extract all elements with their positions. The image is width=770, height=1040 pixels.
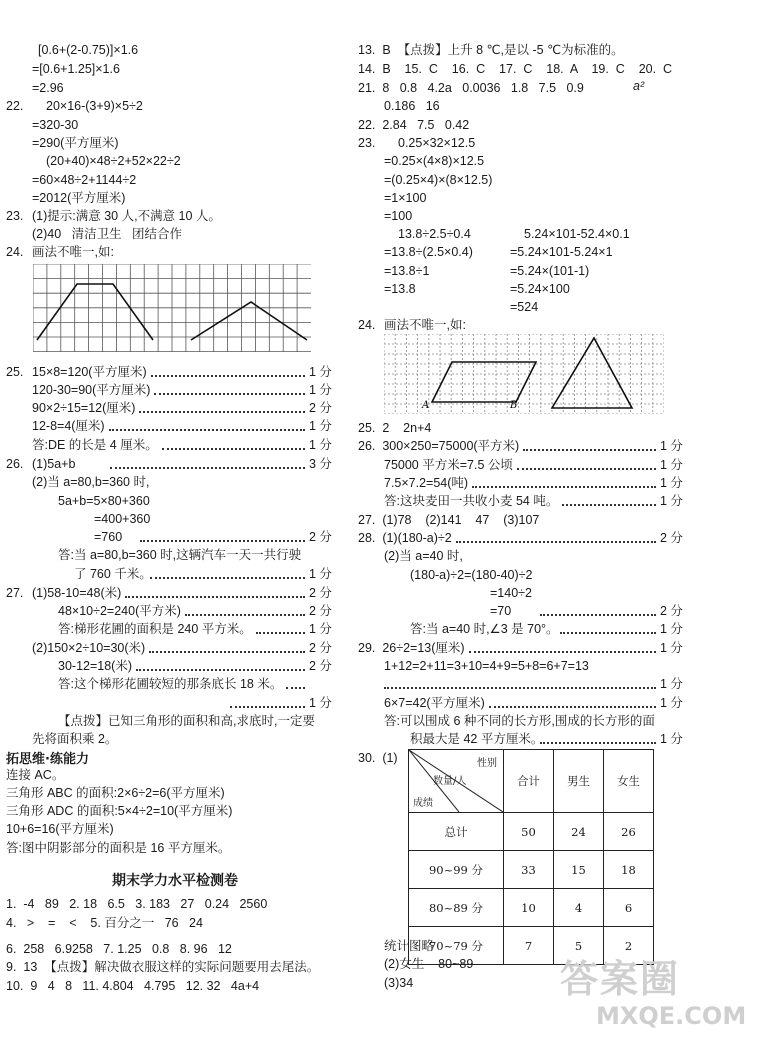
leader-dots xyxy=(562,504,656,506)
score-mark: 2 分 xyxy=(309,659,332,673)
leader-dots xyxy=(162,448,305,450)
score-mark: 1 分 xyxy=(660,458,683,472)
score-mark: 2 分 xyxy=(309,586,332,600)
row-label: 80~89 分 xyxy=(409,889,504,927)
right-answer-line: 26. 300×250=75000(平方米) xyxy=(358,439,520,453)
left-answer-line: 4. > = < 5. 百分之一 76 24 xyxy=(6,916,203,930)
right-answer-line: 1+12=2+11=3+10=4+9=5+8=6+7=13 xyxy=(384,659,589,673)
score-mark: 1 分 xyxy=(309,567,332,581)
left-answer-line: (1)58-10=48(米) xyxy=(32,586,122,600)
leader-dots xyxy=(517,468,656,470)
col-header: 男生 xyxy=(554,750,604,813)
left-answer-line: =60×48÷2+1144÷2 xyxy=(32,173,137,187)
right-answer-line: =(0.25×4)×(8×12.5) xyxy=(384,173,493,187)
score-mark: 1 分 xyxy=(309,365,332,379)
left-answer-line: 9. 13 【点拨】解决做衣服这样的实际问题要用去尾法。 xyxy=(6,960,320,974)
leader-dots xyxy=(230,706,305,708)
left-answer-line: 答:图中阴影部分的面积是 16 平方厘米。 xyxy=(6,841,231,855)
left-answer-line: =400+360 xyxy=(94,512,151,526)
vertex-label-a: A xyxy=(422,400,430,411)
score-mark: 1 分 xyxy=(660,439,683,453)
right-answer-line: 积最大是 42 平方厘米。 xyxy=(410,732,544,746)
right-answer-line: 13.8÷2.5÷0.4 xyxy=(398,227,471,241)
score-mark: 1 分 xyxy=(309,438,332,452)
left-answer-line: 27. xyxy=(6,586,24,600)
leader-dots xyxy=(185,614,305,616)
score-mark: 1 分 xyxy=(660,622,683,636)
left-answer-line: 26. xyxy=(6,457,24,471)
table-row xyxy=(409,813,654,851)
left-answer-line: 25. xyxy=(6,365,24,379)
leader-dots xyxy=(150,577,305,579)
left-answer-line: 1. -4 89 2. 18 6.5 3. 183 27 0.24 2560 xyxy=(6,897,268,911)
cell: 26 xyxy=(604,813,654,851)
left-answer-line: 15×8=120(平方厘米) xyxy=(32,365,147,379)
leader-dots xyxy=(136,669,305,671)
triangle-shape-right xyxy=(552,338,632,408)
leader-dots xyxy=(286,687,305,689)
right-answer-line: (2)女生 80~89 xyxy=(384,957,474,971)
score-mark: 2 分 xyxy=(309,641,332,655)
left-answer-line: 【点拨】已知三角形的面积和高,求底时,一定要 xyxy=(58,714,315,728)
leader-dots xyxy=(149,651,305,653)
score-mark: 1 分 xyxy=(309,696,332,710)
left-answer-line: =320-30 xyxy=(32,118,79,132)
right-answer-line: 5.24×101-52.4×0.1 xyxy=(524,227,630,241)
cell: 50 xyxy=(504,813,554,851)
table-row xyxy=(409,889,654,927)
leader-dots xyxy=(139,411,305,413)
left-answer-line: =760 xyxy=(94,530,123,544)
statistics-table xyxy=(408,749,654,965)
left-answer-line: 20×16-(3+9)×5÷2 xyxy=(46,99,143,113)
right-answer-line: (3)34 xyxy=(384,976,414,990)
cell: 33 xyxy=(504,851,554,889)
left-answer-line: 120-30=90(平方厘米) xyxy=(32,383,151,397)
left-answer-line: 48×10÷2=240(平方米) xyxy=(58,604,181,618)
right-answer-line: =140÷2 xyxy=(490,586,532,600)
score-mark: 1 分 xyxy=(660,494,683,508)
right-answer-line: (180-a)÷2=(180-40)÷2 xyxy=(410,568,533,582)
right-answer-line: =1×100 xyxy=(384,191,427,205)
score-mark: 1 分 xyxy=(660,476,683,490)
score-mark: 1 分 xyxy=(660,696,683,710)
score-mark: 2 分 xyxy=(309,530,332,544)
right-answer-line: 27. (1)78 (2)141 47 (3)107 xyxy=(358,513,540,527)
cell: 4 xyxy=(554,889,604,927)
row-label: 90~99 分 xyxy=(409,851,504,889)
left-answer-line: 三角形 ABC 的面积:2×6÷2=6(平方厘米) xyxy=(6,786,225,800)
score-mark: 2 分 xyxy=(309,401,332,415)
right-answer-line: 0.25×32×12.5 xyxy=(398,136,476,150)
leader-dots xyxy=(523,449,656,451)
leader-dots xyxy=(256,632,305,634)
left-answer-line: 6. 258 6.9258 7. 1.25 0.8 8. 96 12 xyxy=(6,942,232,956)
cell: 10 xyxy=(504,889,554,927)
leader-dots xyxy=(540,614,656,616)
right-answer-line: 22. 2.84 7.5 0.42 xyxy=(358,118,470,132)
right-answer-line: 画法不唯一,如: xyxy=(384,318,466,332)
grid-figure-left xyxy=(33,264,311,352)
header-gender: 性别 xyxy=(477,758,497,769)
trapezoid-shape xyxy=(37,284,153,340)
watermark-logo: 答案圈 xyxy=(560,957,681,1001)
row-label: 70~79 分 xyxy=(409,927,504,965)
right-answer-line: 答:当 a=40 时,∠3 是 70°。 xyxy=(410,622,559,636)
cell: 18 xyxy=(604,851,654,889)
right-answer-line: =70 xyxy=(490,604,512,618)
left-answer-line: 10. 9 4 8 11. 4.804 4.795 12. 32 4a+4 xyxy=(6,979,260,993)
left-answer-line: (1)5a+b xyxy=(32,457,76,471)
left-answer-line: 23. xyxy=(6,209,24,223)
left-answer-line: 画法不唯一,如: xyxy=(32,245,114,259)
right-answer-line: =13.8÷1 xyxy=(384,264,430,278)
table-row xyxy=(409,851,654,889)
left-answer-line: 答:当 a=80,b=360 时,这辆汽车一天一共行驶 xyxy=(58,548,302,562)
left-answer-line: (20+40)×48÷2+52×22÷2 xyxy=(46,154,181,168)
right-answer-line: 23. xyxy=(358,136,376,150)
right-answer-line: 答:这块麦田一共收小麦 54 吨。 xyxy=(384,494,559,508)
right-answer-line: 0.186 16 xyxy=(384,99,440,113)
leader-dots xyxy=(109,429,305,431)
cell: 2 xyxy=(604,927,654,965)
left-answer-line: 了 760 千米。 xyxy=(74,567,152,581)
leader-dots xyxy=(125,596,305,598)
right-answer-line: 28. (1)(180-a)÷2 xyxy=(358,531,452,545)
score-mark: 1 分 xyxy=(309,383,332,397)
right-answer-line: =100 xyxy=(384,209,413,223)
right-answer-line: 13. B 【点拨】上升 8 ℃,是以 -5 ℃为标准的。 xyxy=(358,43,624,57)
right-answer-line: 75000 平方米=7.5 公顷 xyxy=(384,458,513,472)
right-answer-line: 7.5×7.2=54(吨) xyxy=(384,476,469,490)
cell: 5 xyxy=(554,927,604,965)
cell: 6 xyxy=(604,889,654,927)
left-answer-line: 答:梯形花圃的面积是 240 平方米。 xyxy=(58,622,252,636)
left-answer-line: 连接 AC。 xyxy=(6,768,65,782)
leader-dots xyxy=(472,486,656,488)
right-answer-line: 统计图略 xyxy=(384,939,435,953)
score-mark: 1 分 xyxy=(660,641,683,655)
left-answer-line: =2012(平方厘米) xyxy=(32,191,126,205)
left-answer-line: 22. xyxy=(6,99,24,113)
row-label: 总计 xyxy=(409,813,504,851)
grid-figure-right xyxy=(384,334,664,414)
left-answer-line: 5a+b=5×80+360 xyxy=(58,494,150,508)
right-answer-line: 答:可以围成 6 种不同的长方形,围成的长方形的面 xyxy=(384,714,655,728)
score-mark: 1 分 xyxy=(660,677,683,691)
leader-dots xyxy=(154,393,305,395)
leader-dots xyxy=(469,651,656,653)
parallelogram-shape xyxy=(432,362,536,402)
right-answer-line: =5.24×101-5.24×1 xyxy=(510,245,613,259)
header-grade: 成绩 xyxy=(413,798,433,809)
score-mark: 2 分 xyxy=(660,531,683,545)
left-answer-line: (1)提示:满意 30 人,不满意 10 人。 xyxy=(32,209,221,223)
left-answer-line: =290(平方厘米) xyxy=(32,136,119,150)
score-mark: 2 分 xyxy=(660,604,683,618)
left-answer-line: [0.6+(2-0.75)]×1.6 xyxy=(38,43,139,57)
a-squared: a² xyxy=(633,79,645,93)
leader-dots xyxy=(456,541,656,543)
table-header-diagonal xyxy=(409,750,504,813)
col-header: 女生 xyxy=(604,750,654,813)
leader-dots xyxy=(140,540,305,542)
left-answer-line: 三角形 ADC 的面积:5×4÷2=10(平方厘米) xyxy=(6,804,233,818)
leader-dots xyxy=(110,467,305,469)
header-count: 数量/人 xyxy=(433,776,467,787)
left-answer-line: =[0.6+1.25]×1.6 xyxy=(32,62,120,76)
right-answer-line: 14. B 15. C 16. C 17. C 18. A 19. C 20. C xyxy=(358,62,673,76)
left-answer-line: (2)40 清洁卫生 团结合作 xyxy=(32,227,183,241)
right-answer-line: 24. xyxy=(358,318,376,332)
left-answer-line: 答:DE 的长是 4 厘米。 xyxy=(32,438,158,452)
cell: 24 xyxy=(554,813,604,851)
right-answer-line: =13.8 xyxy=(384,282,416,296)
right-answer-line: =5.24×(101-1) xyxy=(510,264,590,278)
left-answer-line: 答:这个梯形花圃较短的那条底长 18 米。 xyxy=(58,677,283,691)
right-answer-line: =5.24×100 xyxy=(510,282,570,296)
cell: 15 xyxy=(554,851,604,889)
left-answer-line: =2.96 xyxy=(32,81,64,95)
leader-dots xyxy=(384,687,656,689)
right-answer-line: (2)当 a=40 时, xyxy=(384,549,463,563)
left-answer-line: 90×2÷15=12(厘米) xyxy=(32,401,136,415)
left-answer-line: 24. xyxy=(6,245,24,259)
right-answer-line: 29. 26÷2=13(厘米) xyxy=(358,641,465,655)
cell: 7 xyxy=(504,927,554,965)
section-label: 拓思维·练能力 xyxy=(6,752,89,767)
leader-dots xyxy=(489,706,656,708)
right-answer-line: =0.25×(4×8)×12.5 xyxy=(384,154,485,168)
left-answer-line: 先将面积乘 2。 xyxy=(32,732,118,746)
score-mark: 1 分 xyxy=(660,732,683,746)
score-mark: 2 分 xyxy=(309,604,332,618)
right-answer-line: 30. (1) xyxy=(358,751,398,765)
score-mark: 3 分 xyxy=(309,457,332,471)
right-answer-line: 21. 8 0.8 4.2a 0.0036 1.8 7.5 0.9 xyxy=(358,81,584,95)
left-answer-line: (2)当 a=80,b=360 时, xyxy=(32,475,150,489)
left-answer-line: (2)150×2÷10=30(米) xyxy=(32,641,146,655)
left-answer-line: 30-12=18(米) xyxy=(58,659,132,673)
watermark-url: MXQE.COM xyxy=(596,1002,747,1030)
col-header: 合计 xyxy=(504,750,554,813)
left-answer-line: 12-8=4(厘米) xyxy=(32,419,105,433)
right-answer-line: 25. 2 2n+4 xyxy=(358,421,432,435)
left-answer-line: 10+6=16(平方厘米) xyxy=(6,822,114,836)
leader-dots xyxy=(560,632,656,634)
vertex-label-b: B xyxy=(510,400,518,411)
leader-dots xyxy=(540,742,656,744)
right-answer-line: =524 xyxy=(510,300,539,314)
score-mark: 1 分 xyxy=(309,622,332,636)
leader-dots xyxy=(151,375,305,377)
exam-title: 期末学力水平检测卷 xyxy=(112,873,238,889)
right-answer-line: 6×7=42(平方厘米) xyxy=(384,696,485,710)
score-mark: 1 分 xyxy=(309,419,332,433)
right-answer-line: =13.8÷(2.5×0.4) xyxy=(384,245,473,259)
